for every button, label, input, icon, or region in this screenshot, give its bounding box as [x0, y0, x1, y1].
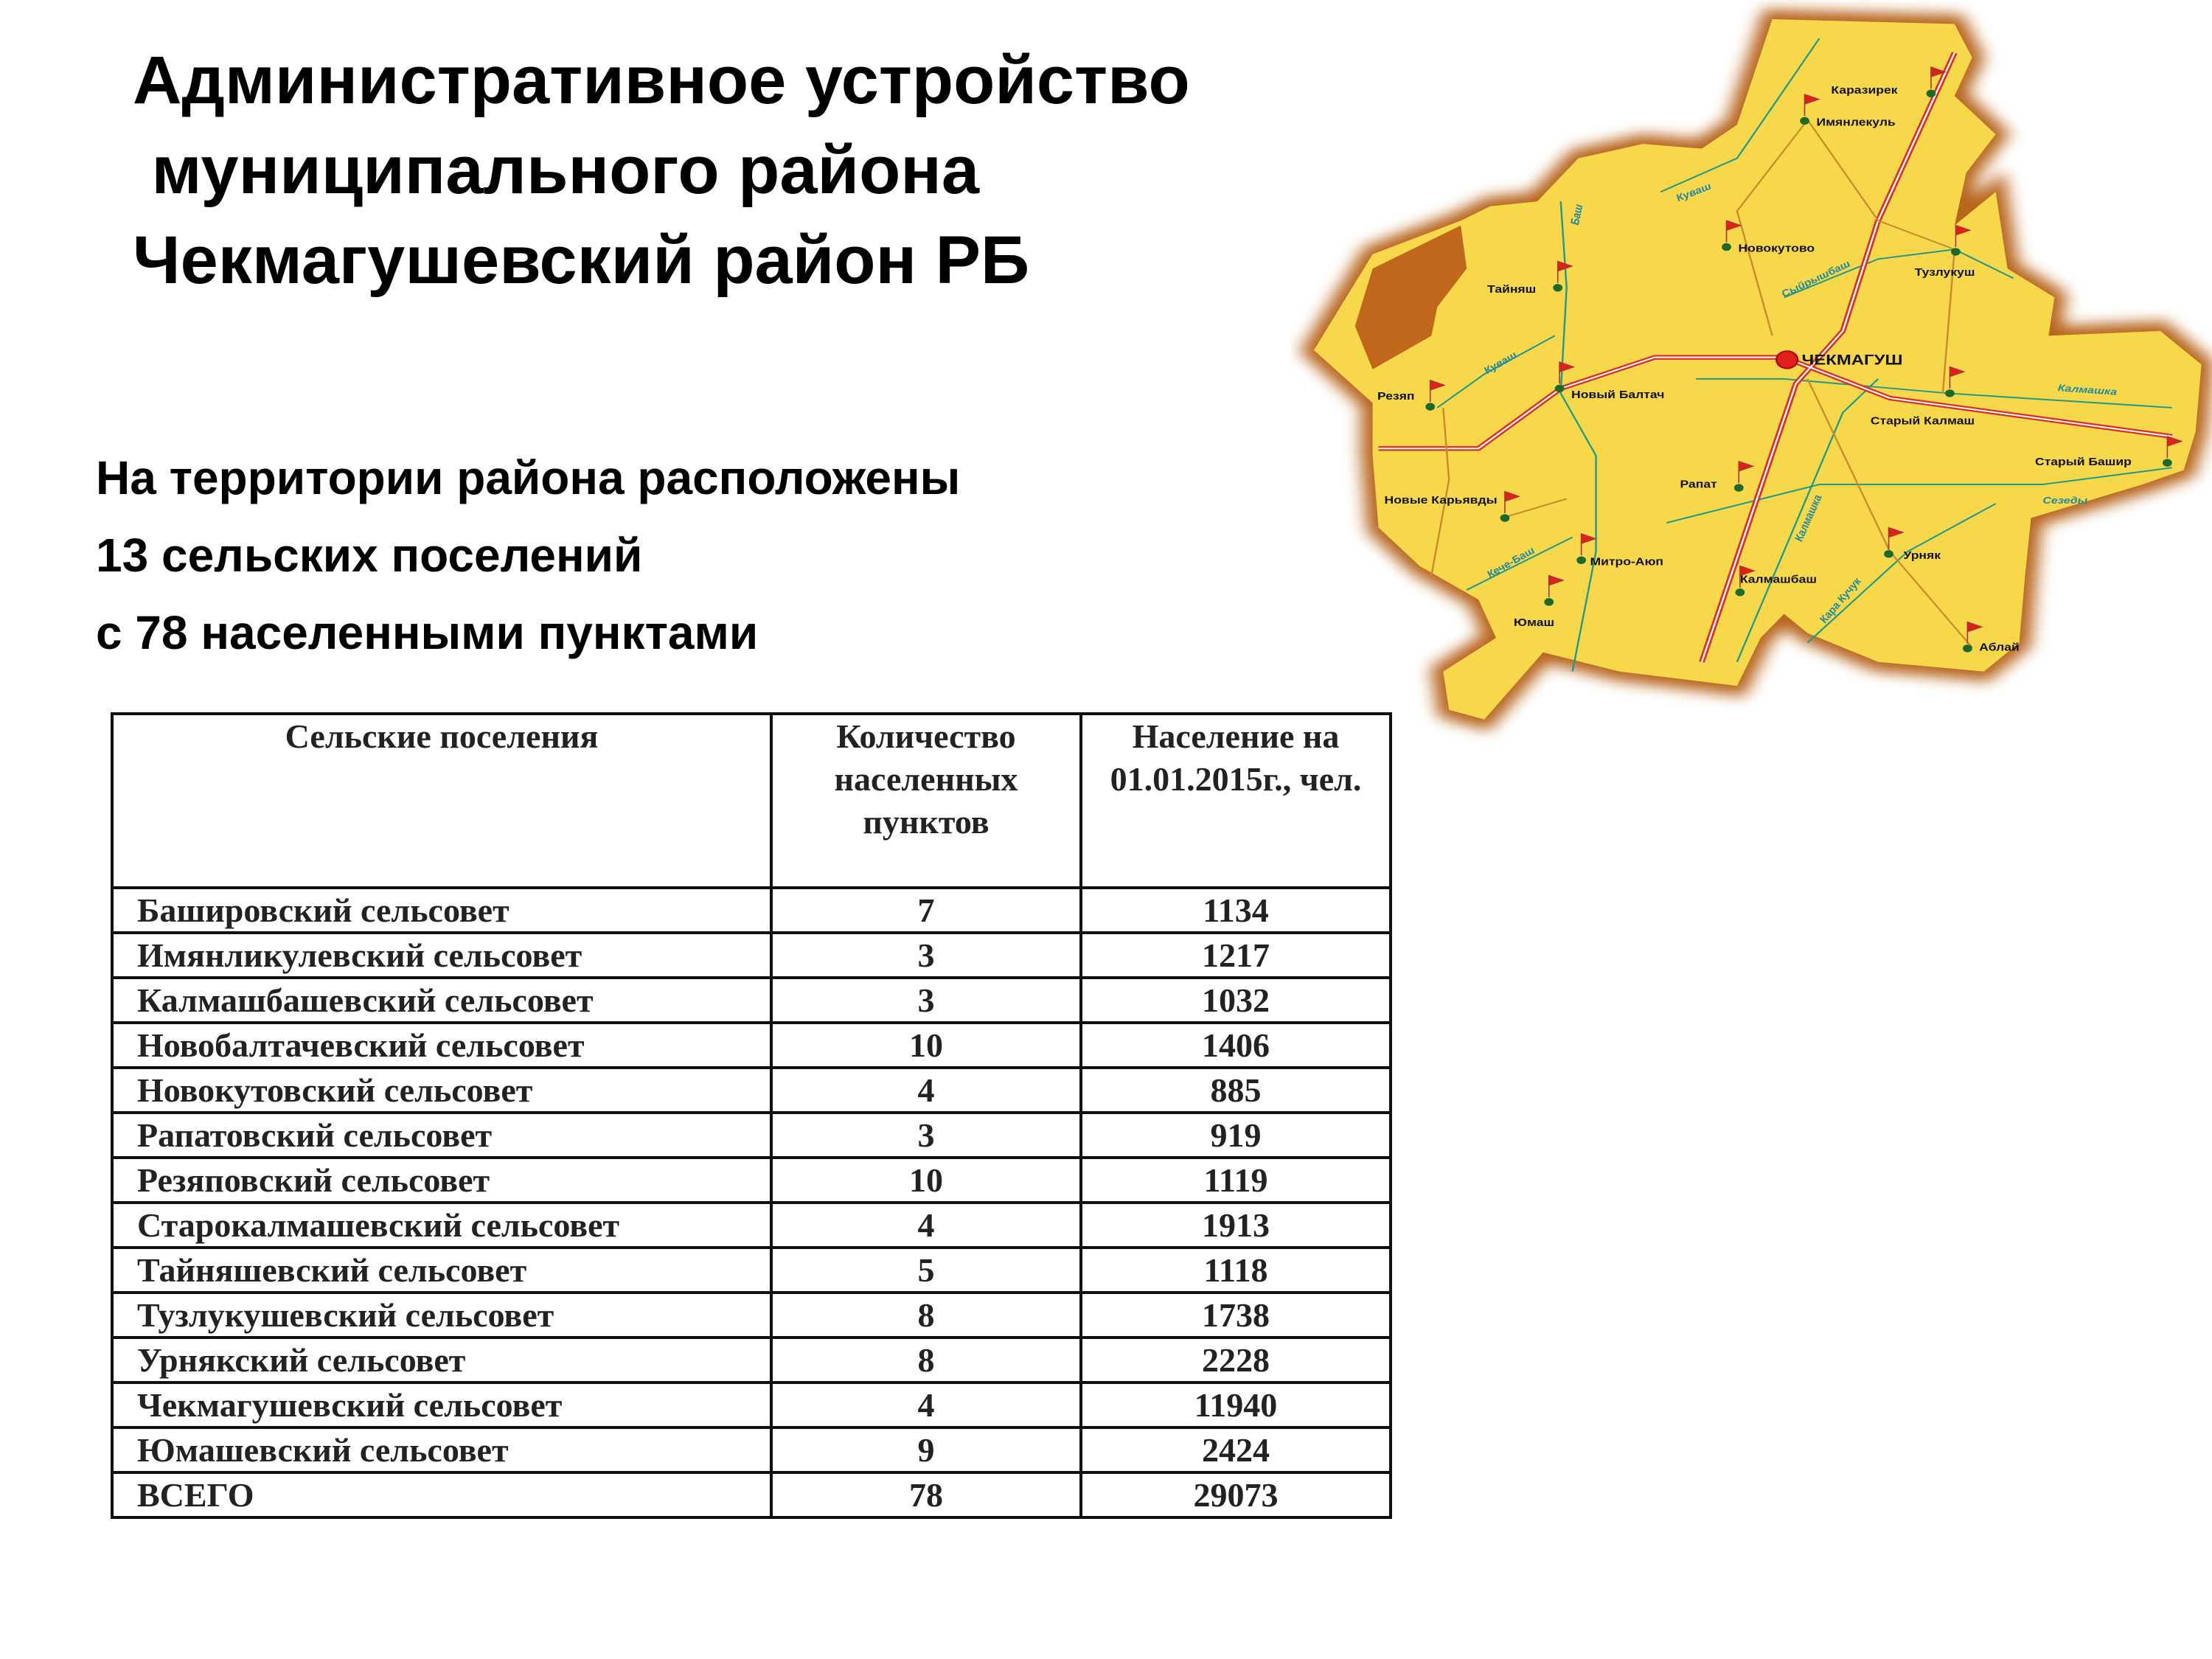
settlement-name: Старокалмашевский сельсовет: [112, 1203, 771, 1248]
table-row: [112, 933, 1391, 978]
village-marker-icon: [1735, 588, 1745, 596]
village-marker-icon: [1884, 550, 1893, 557]
settlement-count: 7: [771, 888, 1081, 933]
river-label: Баш: [1568, 204, 1586, 226]
village-label: Тайняш: [1487, 284, 1537, 296]
village-marker-icon: [1945, 389, 1955, 397]
center-label: ЧЕКМАГУШ: [1801, 351, 1903, 368]
header-population: Население на 01.01.2015г., чел.: [1081, 714, 1391, 888]
river-label: Кече-Баш: [1484, 545, 1538, 580]
page-title: [133, 35, 1190, 305]
village-label: Резяп: [1377, 391, 1415, 403]
settlement-population: 919: [1081, 1113, 1391, 1158]
village-label: Калмашбаш: [1739, 574, 1817, 585]
table-row: [112, 1068, 1391, 1113]
settlement-name: Башировский сельсовет: [112, 888, 771, 933]
header-count: Количество населенных пунктов: [771, 714, 1081, 888]
village-label: Новый Балтач: [1571, 389, 1665, 401]
title-line: Чекмагушевский район РБ: [133, 223, 1030, 298]
title-line: муниципального района: [133, 133, 980, 208]
village-label: Новокутово: [1738, 243, 1815, 255]
river-label: Сыйрышбаш: [1779, 259, 1854, 300]
village-label: Старый Калмаш: [1870, 416, 1975, 428]
settlement-population: 29073: [1081, 1472, 1391, 1517]
river-label: Куваш: [1481, 349, 1520, 377]
village-label: Каразирек: [1831, 85, 1898, 97]
settlement-count: 8: [771, 1338, 1081, 1382]
river-label: Калмашка: [2056, 383, 2118, 398]
table-row: [112, 1472, 1391, 1517]
intro-line: На территории района расположены: [96, 451, 961, 504]
settlement-count: 4: [771, 1382, 1081, 1427]
village-marker-icon: [1555, 385, 1565, 392]
center-marker: [1776, 351, 1798, 368]
settlement-name: Рапатовский сельсовет: [112, 1113, 771, 1158]
village-label: Урняк: [1903, 550, 1941, 562]
table-row: [112, 1023, 1391, 1068]
settlement-count: 10: [771, 1023, 1081, 1068]
village-label: Юмаш: [1513, 617, 1555, 629]
settlement-population: 2228: [1081, 1338, 1391, 1382]
village-marker-icon: [1800, 117, 1809, 125]
settlement-population: 885: [1081, 1068, 1391, 1113]
river-label: Куваш: [1674, 181, 1714, 204]
village-label: Аблай: [1979, 642, 2020, 654]
settlement-count: 4: [771, 1068, 1081, 1113]
settlement-name: Юмашевский сельсовет: [112, 1427, 771, 1472]
settlement-name: Новобалтачевский сельсовет: [112, 1023, 771, 1068]
village-marker-icon: [1500, 514, 1510, 521]
settlement-population: 1118: [1081, 1248, 1391, 1293]
table-row: [112, 1382, 1391, 1427]
settlement-population: 1406: [1081, 1023, 1391, 1068]
table-row: [112, 1427, 1391, 1472]
settlement-count: 5: [771, 1248, 1081, 1293]
settlement-name: Тайняшевский сельсовет: [112, 1248, 771, 1293]
settlement-count: 3: [771, 978, 1081, 1023]
village-label: Митро-Аюп: [1590, 556, 1664, 568]
intro-line: 13 сельских поселений: [96, 529, 643, 582]
village-marker-icon: [1544, 598, 1554, 605]
settlement-count: 9: [771, 1427, 1081, 1472]
table-row: [112, 1113, 1391, 1158]
settlement-name: Урнякский сельсовет: [112, 1338, 771, 1382]
village-marker-icon: [1734, 484, 1744, 491]
settlement-count: 4: [771, 1203, 1081, 1248]
settlement-count: 8: [771, 1293, 1081, 1338]
settlement-count: 3: [771, 1113, 1081, 1158]
settlement-count: 10: [771, 1158, 1081, 1203]
settlement-population: 1217: [1081, 933, 1391, 978]
table-row: [112, 888, 1391, 933]
settlement-name: Тузлукушевский сельсовет: [112, 1293, 771, 1338]
settlement-name: Калмашбашевский сельсовет: [112, 978, 771, 1023]
header-settlements: Сельские поселения: [112, 714, 771, 888]
title-line: Административное устройство: [133, 43, 1190, 118]
intro-line: с 78 населенными пунктами: [96, 606, 759, 659]
table-row: [112, 1203, 1391, 1248]
river-label: Сезеды: [2042, 495, 2088, 507]
settlement-count: 3: [771, 933, 1081, 978]
table-row: [112, 1158, 1391, 1203]
village-label: Рапат: [1680, 479, 1717, 491]
settlement-population: 1738: [1081, 1293, 1391, 1338]
village-marker-icon: [1963, 644, 1972, 652]
table-row: [112, 1293, 1391, 1338]
settlement-name: Резяповский сельсовет: [112, 1158, 771, 1203]
village-label: Новые Карьявды: [1384, 495, 1498, 507]
settlements-table: [111, 712, 1392, 1519]
village-marker-icon: [2163, 459, 2172, 467]
village-label: Старый Башир: [2035, 456, 2132, 468]
settlement-population: 1119: [1081, 1158, 1391, 1203]
settlement-population: 2424: [1081, 1427, 1391, 1472]
village-marker-icon: [1927, 90, 1936, 97]
settlement-name: Имянликулевский сельсовет: [112, 933, 771, 978]
settlement-population: 1032: [1081, 978, 1391, 1023]
village-marker-icon: [1576, 557, 1586, 564]
river-label: Кара Кучук: [1817, 576, 1865, 625]
table-header-row: [112, 714, 1391, 888]
table-row: [112, 1338, 1391, 1382]
village-label: Тузлукуш: [1914, 267, 1975, 279]
settlement-count: 78: [771, 1472, 1081, 1517]
settlement-population: 1134: [1081, 888, 1391, 933]
village-marker-icon: [1951, 248, 1961, 255]
settlement-population: 1913: [1081, 1203, 1391, 1248]
settlement-name: ВСЕГО: [112, 1472, 771, 1517]
settlement-name: Чекмагушевский сельсовет: [112, 1382, 771, 1427]
river-label: Калмашка: [1792, 493, 1826, 543]
intro-text: [96, 439, 960, 672]
table-row: [112, 978, 1391, 1023]
village-label: Имянлекуль: [1816, 116, 1896, 129]
village-marker-icon: [1425, 403, 1435, 410]
settlement-population: 11940: [1081, 1382, 1391, 1427]
settlement-name: Новокутовский сельсовет: [112, 1068, 771, 1113]
district-map: [1290, 0, 2212, 752]
table-row: [112, 1248, 1391, 1293]
village-marker-icon: [1553, 284, 1562, 291]
village-marker-icon: [1722, 243, 1731, 251]
